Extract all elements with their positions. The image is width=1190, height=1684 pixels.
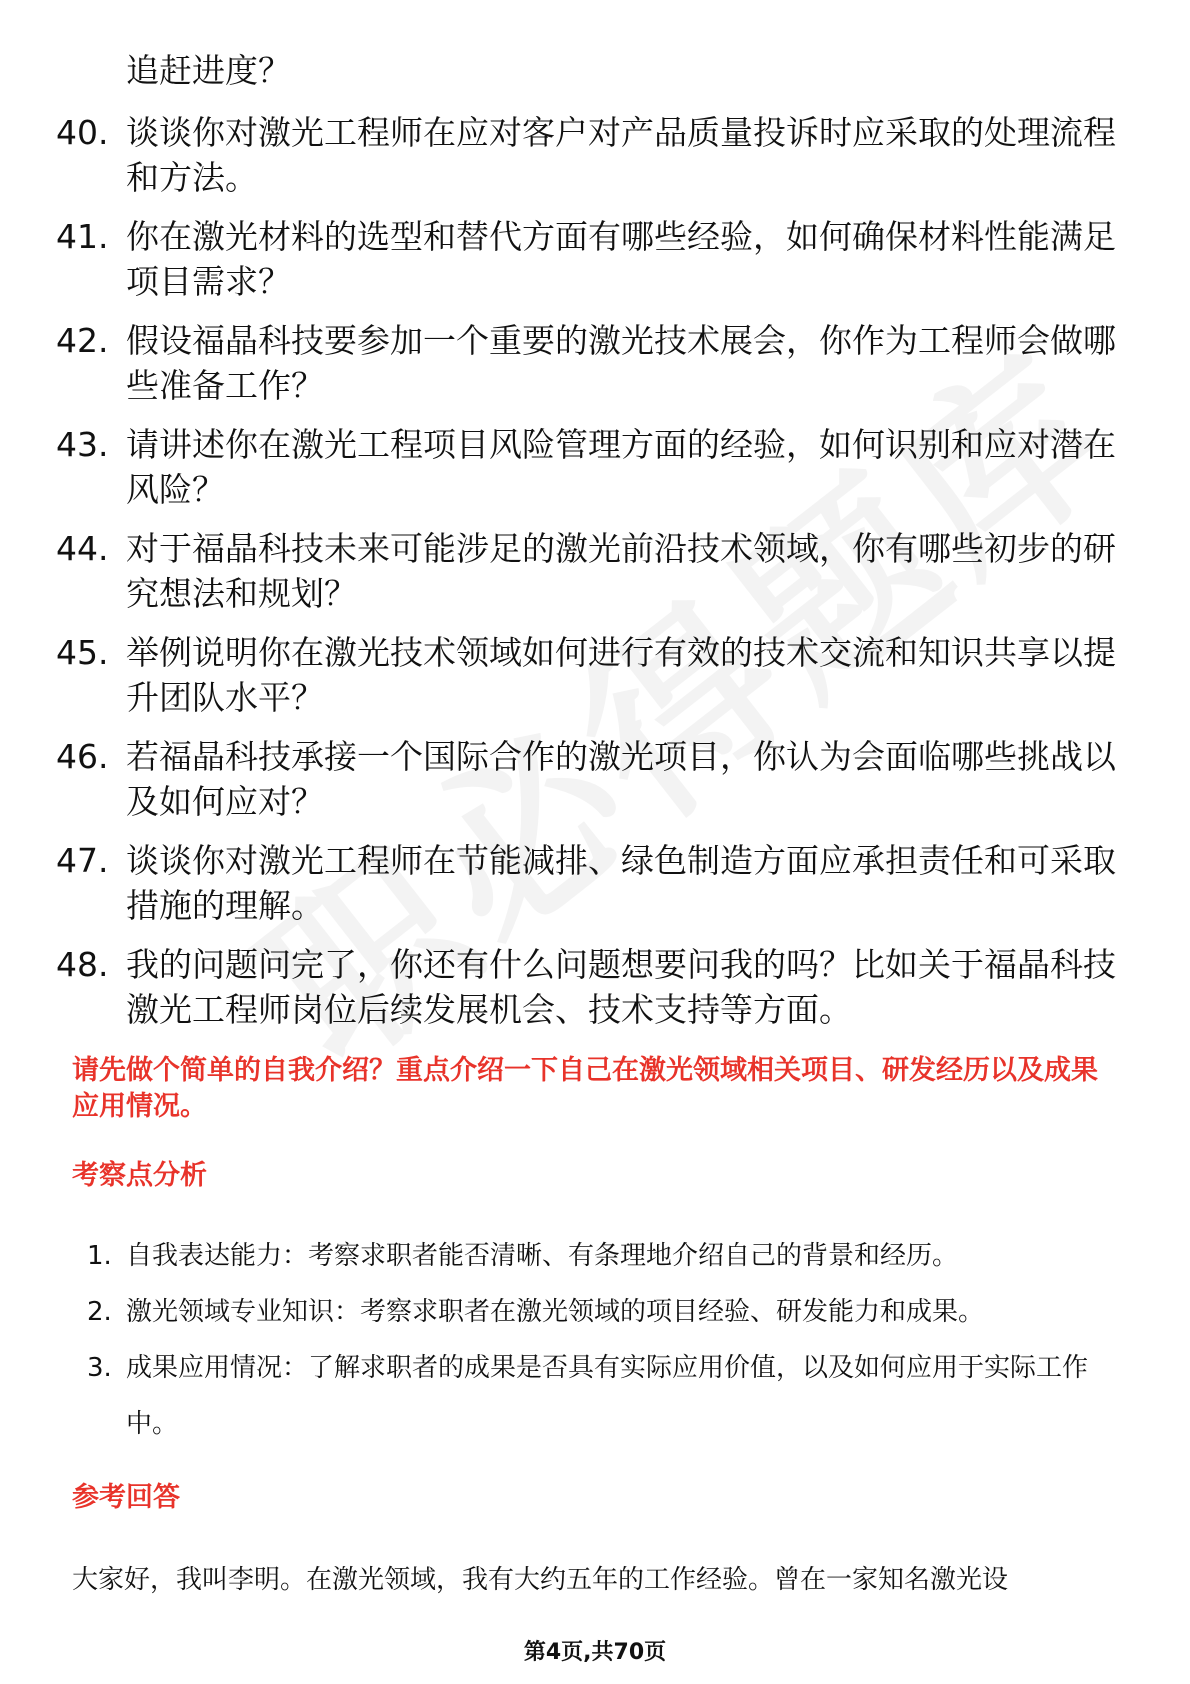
analysis-number: 3. — [87, 1353, 112, 1383]
question-text: 假设福晶科技要参加一个重要的激光技术展会，你作为工程师会做哪些准备工作？ — [126, 321, 1116, 405]
question-text: 你在激光材料的选型和替代方面有哪些经验，如何确保材料性能满足项目需求？ — [126, 217, 1116, 301]
analysis-item — [0, 1340, 1190, 1452]
question-item — [0, 630, 1190, 734]
featured-question: 请先做个简单的自我介绍？重点介绍一下自己在激光领域相关项目、研发经历以及成果应用情况。 — [72, 1055, 1098, 1122]
question-number: 45. — [56, 633, 109, 672]
question-number: 43. — [56, 425, 109, 464]
question-list — [0, 110, 1190, 1046]
analysis-heading: 考察点分析 — [72, 1160, 207, 1191]
question-text: 谈谈你对激光工程师在节能减排、绿色制造方面应承担责任和可采取措施的理解。 — [126, 841, 1116, 925]
answer-heading: 参考回答 — [72, 1482, 180, 1513]
question-number: 44. — [56, 529, 109, 568]
analysis-text: 自我表达能力：考察求职者能否清晰、有条理地介绍自己的背景和经历。 — [126, 1241, 959, 1271]
question-item — [0, 110, 1190, 214]
question-item — [0, 214, 1190, 318]
analysis-number: 2. — [87, 1297, 112, 1327]
question-continuation: 追赶进度？ — [126, 51, 291, 90]
question-number: 42. — [56, 321, 109, 360]
question-item — [0, 422, 1190, 526]
question-number: 41. — [56, 217, 109, 256]
question-item — [0, 838, 1190, 942]
question-number: 48. — [56, 945, 109, 984]
analysis-list — [0, 1228, 1190, 1452]
analysis-text: 成果应用情况：了解求职者的成果是否具有实际应用价值，以及如何应用于实际工作中。 — [126, 1353, 1089, 1439]
question-text: 请讲述你在激光工程项目风险管理方面的经验，如何识别和应对潜在风险？ — [126, 425, 1116, 509]
question-text: 谈谈你对激光工程师在应对客户对产品质量投诉时应采取的处理流程和方法。 — [126, 113, 1116, 197]
question-text: 举例说明你在激光技术领域如何进行有效的技术交流和知识共享以提升团队水平？ — [126, 633, 1116, 717]
analysis-item — [0, 1228, 1190, 1284]
question-number: 46. — [56, 737, 109, 776]
question-text: 我的问题问完了，你还有什么问题想要问我的吗？比如关于福晶科技激光工程师岗位后续发展机会、技术支持等方面。 — [126, 945, 1116, 1029]
question-item — [0, 318, 1190, 422]
question-text: 对于福晶科技未来可能涉足的激光前沿技术领域，你有哪些初步的研究想法和规划？ — [126, 529, 1116, 613]
analysis-item — [0, 1284, 1190, 1340]
question-number: 40. — [56, 113, 109, 152]
question-number: 47. — [56, 841, 109, 880]
question-item — [0, 526, 1190, 630]
question-item — [0, 734, 1190, 838]
question-text: 若福晶科技承接一个国际合作的激光项目，你认为会面临哪些挑战以及如何应对？ — [126, 737, 1116, 821]
analysis-text: 激光领域专业知识：考察求职者在激光领域的项目经验、研发能力和成果。 — [126, 1297, 985, 1327]
analysis-number: 1. — [87, 1241, 112, 1271]
question-item — [0, 942, 1190, 1046]
page-footer: 第4页,共70页 — [523, 1640, 667, 1665]
answer-text: 大家好，我叫李明。在激光领域，我有大约五年的工作经验。曾在一家知名激光设 — [72, 1565, 1009, 1595]
